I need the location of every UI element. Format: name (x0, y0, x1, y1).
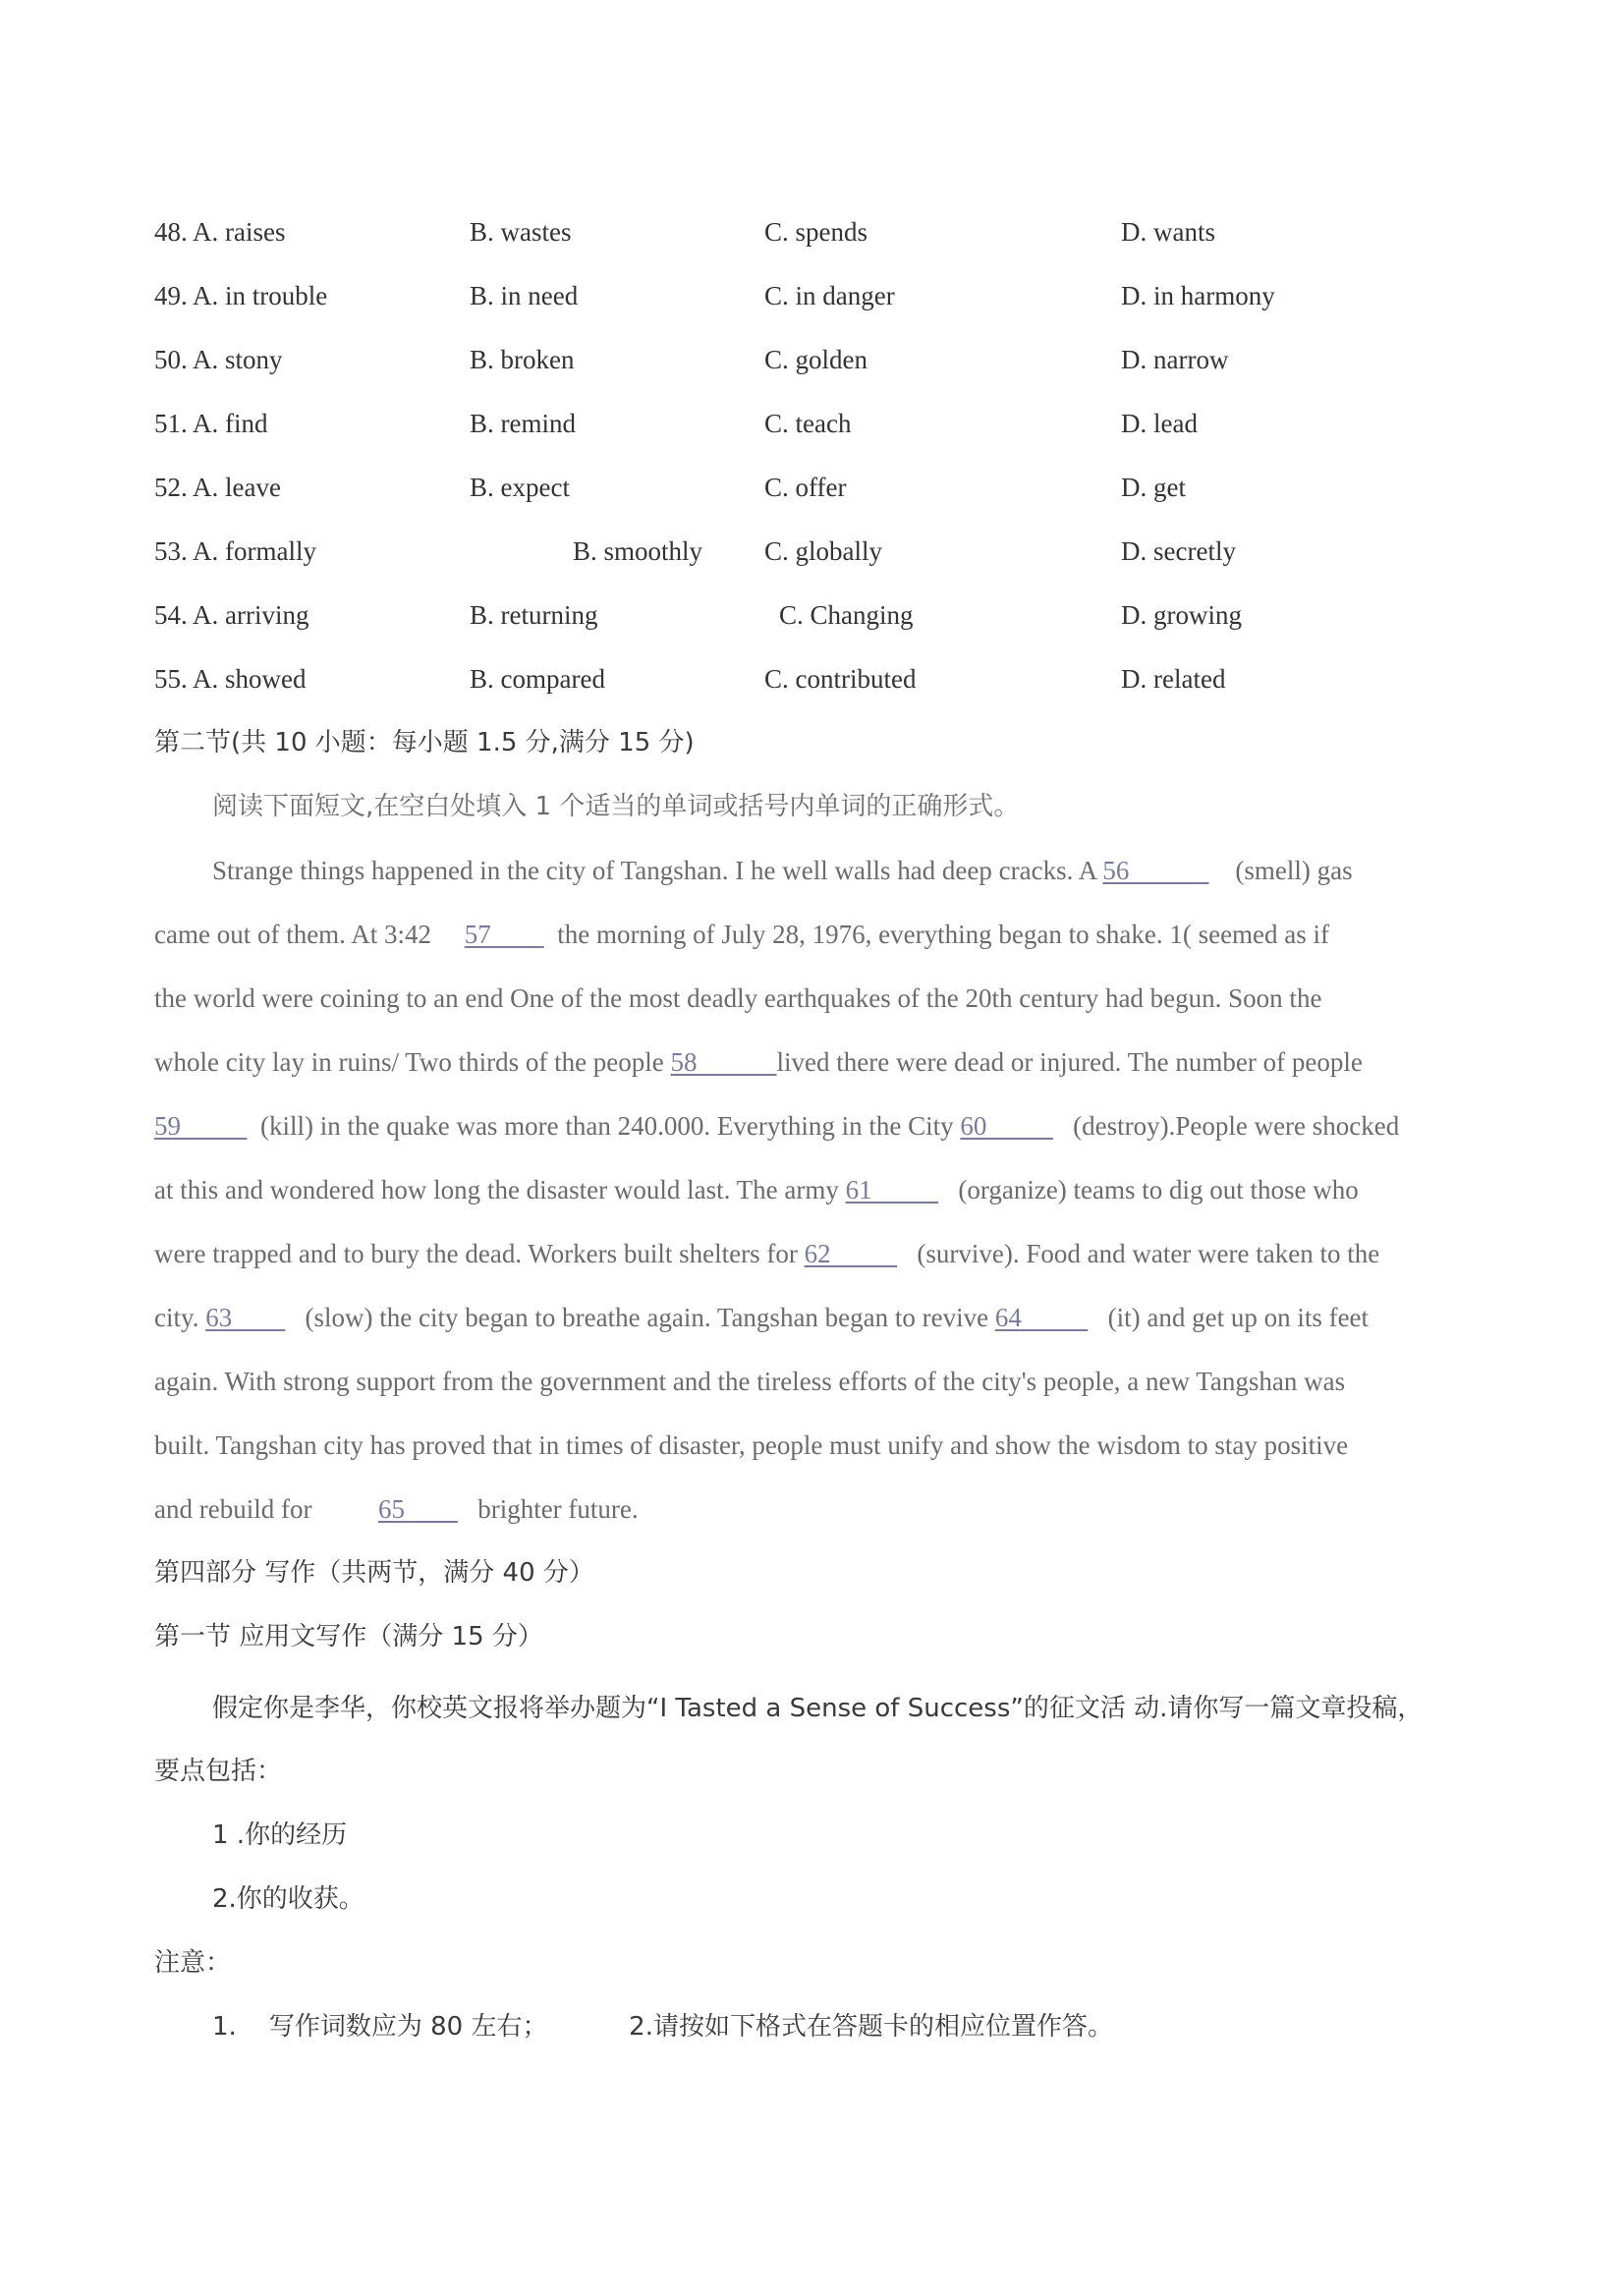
option-row (0, 276, 1623, 315)
option-a[interactable]: 52. A. leave (154, 473, 281, 502)
option-c[interactable]: C. offer (764, 473, 847, 502)
passage-line: came out of them. At 3:42 57 the morning of July 28, 1976, everything began to shake. 1( seemed as if (154, 915, 1329, 954)
blank-56[interactable]: 56 (1102, 856, 1130, 885)
passage-line: whole city lay in ruins/ Two thirds of the people 58 lived there were dead or injured. The number of people (154, 1042, 1363, 1082)
option-c[interactable]: C. golden (764, 345, 867, 374)
option-b[interactable]: B. remind (470, 409, 576, 438)
passage-line: built. Tangshan city has proved that in times of disaster, people must unify and show the wisdom to stay positive (154, 1430, 1349, 1460)
option-c[interactable]: C. in danger (764, 281, 895, 310)
option-a[interactable]: 50. A. stony (154, 345, 283, 374)
option-d[interactable]: D. wants (1121, 217, 1215, 247)
passage-line: Strange things happened in the city of Tangshan. I he well walls had deep cracks. A 56 (smell) gas (212, 851, 1353, 890)
blank-62[interactable]: 62 (804, 1239, 831, 1268)
option-b[interactable]: B. in need (470, 281, 579, 310)
option-d[interactable]: D. in harmony (1121, 281, 1275, 310)
option-d[interactable]: D. secretly (1121, 536, 1236, 566)
option-b[interactable]: B. smoothly (573, 536, 703, 566)
note-line: 1. 写作词数应为 80 左右； 2.请按如下格式在答题卡的相应位置作答。 (212, 2012, 1113, 2042)
writing-prompt: 假定你是李华，你校英文报将举办题为“I Tasted a Sense of Success”的征文活 动.请你写一篇文章投稿， (212, 1694, 1424, 1723)
blank-58[interactable]: 58 (670, 1047, 698, 1077)
option-a[interactable]: 53. A. formally (154, 536, 316, 566)
blank-61[interactable]: 61 (845, 1175, 872, 1204)
option-a[interactable]: 48. A. raises (154, 217, 286, 247)
passage-line: again. With strong support from the government and the tireless efforts of the city's people, a new Tangshan was (154, 1367, 1346, 1396)
blank-64[interactable]: 64 (994, 1303, 1022, 1332)
blank-60[interactable]: 60 (960, 1111, 987, 1141)
option-b[interactable]: B. expect (470, 473, 570, 502)
section-instruction: 阅读下面短文,在空白处填入 1 个适当的单词或括号内单词的正确形式。 (212, 792, 1020, 821)
part-heading: 第四部分 写作（共两节，满分 40 分） (154, 1558, 594, 1588)
option-a[interactable]: 54. A. arriving (154, 600, 309, 630)
option-row (0, 404, 1623, 443)
option-d[interactable]: D. lead (1121, 409, 1198, 438)
blank-59[interactable]: 59 (154, 1111, 181, 1141)
option-row (0, 659, 1623, 699)
option-row (0, 212, 1623, 252)
blank-57[interactable]: 57 (464, 920, 491, 949)
option-c[interactable]: C. contributed (764, 664, 917, 694)
option-a[interactable]: 51. A. find (154, 409, 268, 438)
blank-65[interactable]: 65 (377, 1494, 405, 1524)
option-d[interactable]: D. narrow (1121, 345, 1229, 374)
subsection-heading: 第一节 应用文写作（满分 15 分） (154, 1622, 543, 1652)
passage-line: city. 63 (slow) the city began to breathe again. Tangshan began to revive 64 (it) and get up on its feet (154, 1298, 1369, 1337)
option-b[interactable]: B. compared (470, 664, 605, 694)
option-d[interactable]: D. get (1121, 473, 1186, 502)
section-heading: 第二节(共 10 小题：每小题 1.5 分,满分 15 分) (154, 728, 695, 757)
option-row (0, 532, 1623, 571)
passage-line: and rebuild for 65 brighter future. (154, 1489, 639, 1529)
passage-line: at this and wondered how long the disaster would last. The army 61 (organize) teams to dig out those who (154, 1170, 1359, 1209)
option-d[interactable]: D. growing (1121, 600, 1242, 630)
option-a[interactable]: 49. A. in trouble (154, 281, 328, 310)
key-point-1: 1 .你的经历 (212, 1820, 348, 1850)
option-row (0, 468, 1623, 507)
option-row (0, 595, 1623, 635)
option-c[interactable]: C. spends (764, 217, 868, 247)
note-label: 注意： (154, 1948, 232, 1978)
option-b[interactable]: B. broken (470, 345, 575, 374)
option-a[interactable]: 55. A. showed (154, 664, 307, 694)
passage-line: the world were coining to an end One of the most deadly earthquakes of the 20th century had begun. Soon the (154, 983, 1322, 1013)
key-point-2: 2.你的收获。 (212, 1884, 364, 1914)
option-c[interactable]: C. globally (764, 536, 882, 566)
option-b[interactable]: B. wastes (470, 217, 572, 247)
blank-63[interactable]: 63 (205, 1303, 233, 1332)
passage-line: were trapped and to bury the dead. Workers built shelters for 62 (survive). Food and water were taken to the (154, 1234, 1379, 1273)
option-row (0, 340, 1623, 379)
option-c[interactable]: C. teach (764, 409, 852, 438)
writing-prompt-cont: 要点包括： (154, 1757, 283, 1786)
option-c[interactable]: C. Changing (779, 600, 914, 630)
passage-line: 59 (kill) in the quake was more than 240.000. Everything in the City 60 (destroy).People were shocked (154, 1106, 1399, 1146)
option-b[interactable]: B. returning (470, 600, 598, 630)
option-d[interactable]: D. related (1121, 664, 1226, 694)
